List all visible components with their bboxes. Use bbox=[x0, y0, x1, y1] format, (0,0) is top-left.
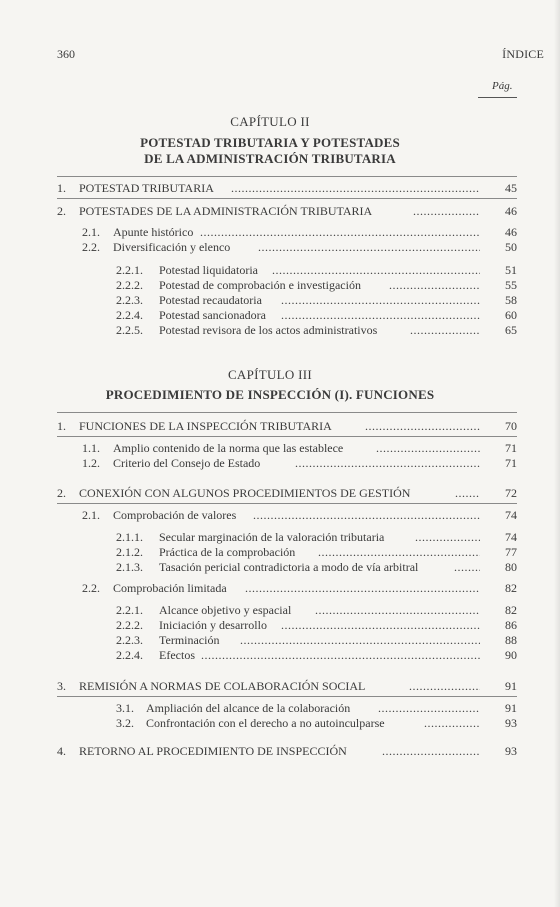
toc-entry bbox=[0, 292, 560, 308]
entry-title: Efectos bbox=[159, 648, 195, 662]
entry-title: Comprobación de valores bbox=[113, 508, 237, 522]
dot-leader bbox=[409, 678, 480, 694]
entry-title: Potestad de comprobación e investigación bbox=[159, 278, 361, 292]
dot-leader bbox=[200, 224, 480, 240]
toc-entry bbox=[0, 277, 560, 293]
entry-number: 4. bbox=[57, 744, 66, 758]
pag-column-label: Pág. bbox=[492, 80, 513, 92]
dot-leader bbox=[378, 700, 480, 716]
entry-number: 1.2. bbox=[82, 456, 100, 470]
pag-underline bbox=[478, 97, 517, 98]
toc-entry bbox=[0, 418, 560, 434]
entry-number: 2.2.2. bbox=[116, 278, 143, 292]
entry-page: 65 bbox=[505, 323, 517, 337]
entry-page: 93 bbox=[505, 716, 517, 730]
toc-entry bbox=[0, 239, 560, 255]
toc-entry bbox=[0, 700, 560, 716]
section-divider bbox=[57, 198, 517, 199]
entry-title: POTESTADES DE LA ADMINISTRACIÓN TRIBUTARIA bbox=[79, 204, 373, 218]
entry-title: Secular marginación de la valoración tributaria bbox=[159, 530, 385, 544]
entry-title: Ampliación del alcance de la colaboración bbox=[146, 701, 351, 715]
entry-page: 71 bbox=[505, 456, 517, 470]
dot-leader bbox=[281, 307, 480, 323]
entry-title: RETORNO AL PROCEDIMIENTO DE INSPECCIÓN bbox=[79, 744, 347, 758]
dot-leader bbox=[258, 239, 480, 255]
entry-page: 72 bbox=[505, 486, 517, 500]
entry-page: 51 bbox=[505, 263, 517, 277]
toc-entry bbox=[0, 559, 560, 575]
entry-title: Terminación bbox=[159, 633, 220, 647]
chapter-title-line: POTESTAD TRIBUTARIA Y POTESTADES bbox=[140, 135, 400, 150]
entry-number: 2.1.2. bbox=[116, 545, 143, 559]
entry-page: 55 bbox=[505, 278, 517, 292]
entry-title: Iniciación y desarrollo bbox=[159, 618, 267, 632]
dot-leader bbox=[281, 617, 480, 633]
dot-leader bbox=[413, 203, 480, 219]
entry-number: 2.2. bbox=[82, 240, 100, 254]
entry-page: 74 bbox=[505, 530, 517, 544]
entry-number: 2.1.1. bbox=[116, 530, 143, 544]
dot-leader bbox=[201, 647, 480, 663]
dot-leader bbox=[253, 507, 480, 523]
entry-number: 2.2.3. bbox=[116, 293, 143, 307]
dot-leader bbox=[318, 544, 480, 560]
toc-entry bbox=[0, 529, 560, 545]
toc-entry bbox=[0, 715, 560, 731]
dot-leader bbox=[410, 322, 480, 338]
entry-page: 46 bbox=[505, 225, 517, 239]
entry-number: 1. bbox=[57, 419, 66, 433]
chapter-divider bbox=[57, 412, 517, 413]
entry-page: 45 bbox=[505, 181, 517, 195]
dot-leader bbox=[454, 559, 480, 575]
toc-entry bbox=[0, 580, 560, 596]
entry-title: Diversificación y elenco bbox=[113, 240, 231, 254]
entry-number: 2.2.1. bbox=[116, 603, 143, 617]
entry-page: 50 bbox=[505, 240, 517, 254]
chapter-label: CAPÍTULO III bbox=[227, 367, 313, 382]
entry-page: 60 bbox=[505, 308, 517, 322]
entry-page: 46 bbox=[505, 204, 517, 218]
entry-page: 91 bbox=[505, 701, 517, 715]
toc-entry bbox=[0, 544, 560, 560]
entry-title: REMISIÓN A NORMAS DE COLABORACIÓN SOCIAL bbox=[79, 679, 366, 693]
entry-number: 2.2.4. bbox=[116, 308, 143, 322]
entry-page: 82 bbox=[505, 581, 517, 595]
toc-entry bbox=[0, 507, 560, 523]
toc-entry bbox=[0, 743, 560, 759]
dot-leader bbox=[315, 602, 480, 618]
section-divider bbox=[57, 436, 517, 437]
dot-leader bbox=[240, 632, 480, 648]
entry-title: Potestad recaudatoria bbox=[159, 293, 262, 307]
dot-leader bbox=[365, 418, 480, 434]
entry-title: Potestad liquidatoria bbox=[159, 263, 258, 277]
chapter-title-line: DE LA ADMINISTRACIÓN TRIBUTARIA bbox=[144, 151, 396, 166]
entry-number: 2.1.3. bbox=[116, 560, 143, 574]
entry-number: 2.1. bbox=[82, 508, 100, 522]
dot-leader bbox=[415, 529, 480, 545]
entry-number: 2.2.5. bbox=[116, 323, 143, 337]
dot-leader bbox=[376, 440, 480, 456]
toc-entry bbox=[0, 602, 560, 618]
dot-leader bbox=[295, 455, 480, 471]
entry-number: 3.1. bbox=[116, 701, 134, 715]
dot-leader bbox=[389, 277, 480, 293]
dot-leader bbox=[424, 715, 480, 731]
toc-entry bbox=[0, 203, 560, 219]
entry-number: 3. bbox=[57, 679, 66, 693]
entry-page: 71 bbox=[505, 441, 517, 455]
entry-number: 3.2. bbox=[116, 716, 134, 730]
entry-page: 70 bbox=[505, 419, 517, 433]
entry-title: Confrontación con el derecho a no autoinculparse bbox=[146, 716, 385, 730]
dot-leader bbox=[382, 743, 480, 759]
entry-title: Tasación pericial contradictoria a modo de vía arbitral bbox=[159, 560, 419, 574]
toc-entry bbox=[0, 647, 560, 663]
chapter-label: CAPÍTULO II bbox=[230, 114, 310, 129]
entry-number: 2.2.2. bbox=[116, 618, 143, 632]
entry-title: Alcance objetivo y espacial bbox=[159, 603, 292, 617]
entry-number: 2.2.4. bbox=[116, 648, 143, 662]
entry-title: FUNCIONES DE LA INSPECCIÓN TRIBUTARIA bbox=[79, 419, 332, 433]
entry-title: Amplio contenido de la norma que las establece bbox=[113, 441, 344, 455]
entry-page: 93 bbox=[505, 744, 517, 758]
entry-page: 58 bbox=[505, 293, 517, 307]
entry-title: Criterio del Consejo de Estado bbox=[113, 456, 261, 470]
entry-title: Comprobación limitada bbox=[113, 581, 227, 595]
entry-page: 74 bbox=[505, 508, 517, 522]
entry-page: 86 bbox=[505, 618, 517, 632]
chapter-divider bbox=[57, 176, 517, 177]
dot-leader bbox=[245, 580, 480, 596]
toc-entry bbox=[0, 485, 560, 501]
chapter-title-line: PROCEDIMIENTO DE INSPECCIÓN (I). FUNCIONES bbox=[105, 387, 435, 402]
running-title: ÍNDICE bbox=[502, 47, 544, 61]
entry-number: 1.1. bbox=[82, 441, 100, 455]
entry-title: Potestad revisora de los actos administrativos bbox=[159, 323, 378, 337]
dot-leader bbox=[272, 262, 480, 278]
page-number: 360 bbox=[57, 47, 75, 61]
section-divider bbox=[57, 503, 517, 504]
dot-leader bbox=[231, 180, 480, 196]
toc-entry bbox=[0, 455, 560, 471]
toc-entry bbox=[0, 322, 560, 338]
entry-title: CONEXIÓN CON ALGUNOS PROCEDIMIENTOS DE GESTIÓN bbox=[79, 486, 411, 500]
toc-entry bbox=[0, 617, 560, 633]
toc-entry bbox=[0, 224, 560, 240]
entry-number: 1. bbox=[57, 181, 66, 195]
entry-title: Práctica de la comprobación bbox=[159, 545, 296, 559]
toc-entry bbox=[0, 440, 560, 456]
entry-page: 77 bbox=[505, 545, 517, 559]
entry-page: 82 bbox=[505, 603, 517, 617]
entry-number: 2. bbox=[57, 204, 66, 218]
dot-leader bbox=[455, 485, 480, 501]
section-divider bbox=[57, 696, 517, 697]
entry-number: 2.2.1. bbox=[116, 263, 143, 277]
entry-page: 88 bbox=[505, 633, 517, 647]
toc-entry bbox=[0, 262, 560, 278]
entry-number: 2. bbox=[57, 486, 66, 500]
entry-page: 80 bbox=[505, 560, 517, 574]
toc-entry bbox=[0, 632, 560, 648]
entry-page: 91 bbox=[505, 679, 517, 693]
dot-leader bbox=[281, 292, 480, 308]
entry-title: POTESTAD TRIBUTARIA bbox=[79, 181, 214, 195]
entry-number: 2.2. bbox=[82, 581, 100, 595]
entry-number: 2.2.3. bbox=[116, 633, 143, 647]
toc-entry bbox=[0, 678, 560, 694]
entry-title: Apunte histórico bbox=[113, 225, 194, 239]
toc-entry bbox=[0, 307, 560, 323]
entry-title: Potestad sancionadora bbox=[159, 308, 266, 322]
entry-number: 2.1. bbox=[82, 225, 100, 239]
toc-entry bbox=[0, 180, 560, 196]
entry-page: 90 bbox=[505, 648, 517, 662]
